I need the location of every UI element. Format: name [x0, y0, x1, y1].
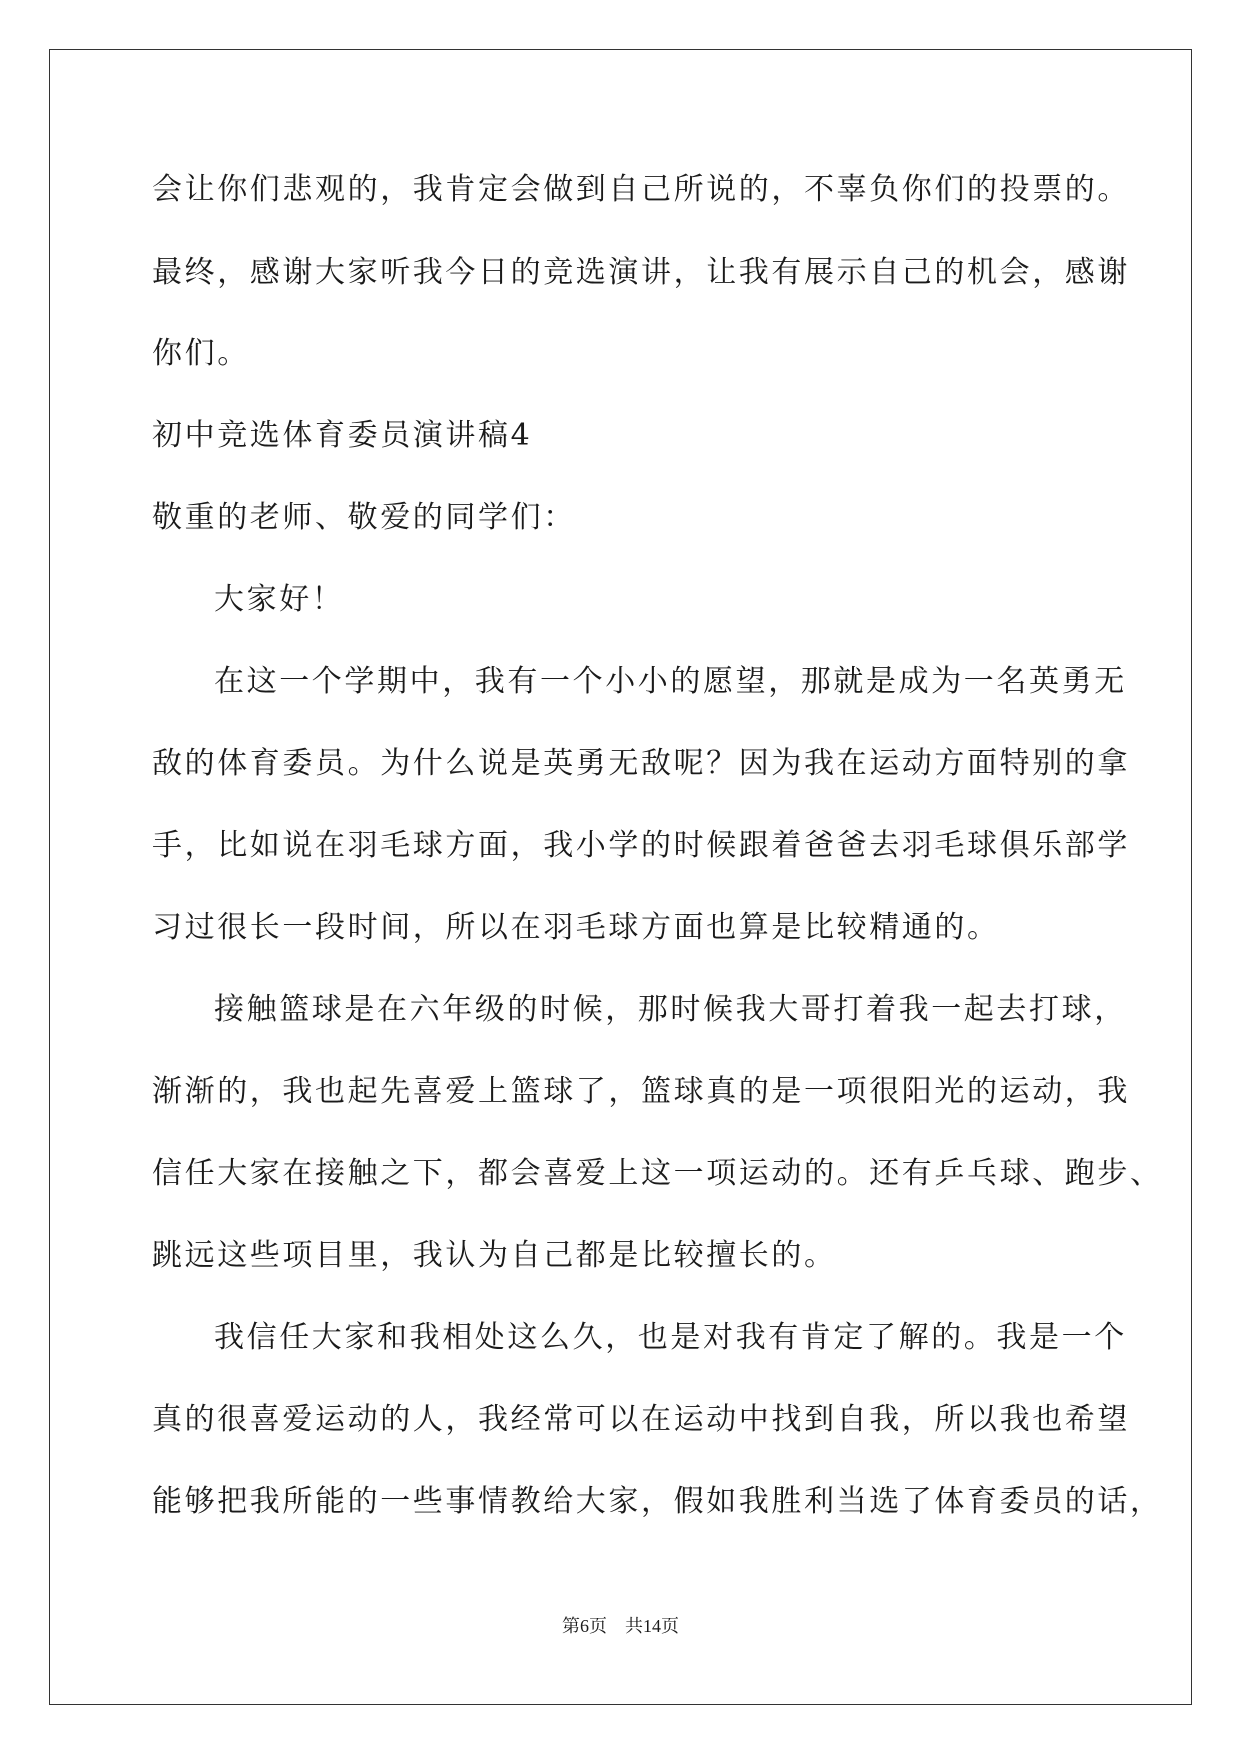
- page-footer: [0, 1614, 1241, 1638]
- paragraph-1-line-2: 敌的体育委员。为什么说是英勇无敌呢？因为我在运动方面特别的拿: [152, 746, 1130, 781]
- page-border: [49, 49, 1192, 1705]
- page-total: 共14页: [625, 1616, 679, 1636]
- paragraph-1-line-3: 手，比如说在羽毛球方面，我小学的时候跟着爸爸去羽毛球俱乐部学: [152, 828, 1130, 863]
- paragraph-2-line-1: 接触篮球是在六年级的时候，那时候我大哥打着我一起去打球，: [214, 992, 1127, 1027]
- paragraph-3-line-1: 我信任大家和我相处这么久，也是对我有肯定了解的。我是一个: [214, 1320, 1127, 1355]
- paragraph-1-line-4: 习过很长一段时间，所以在羽毛球方面也算是比较精通的。: [152, 910, 1000, 945]
- text-line-1: 会让你们悲观的，我肯定会做到自己所说的，不辜负你们的投票的。: [152, 172, 1130, 207]
- paragraph-1-line-1: 在这一个学期中，我有一个小小的愿望，那就是成为一名英勇无: [214, 664, 1127, 699]
- text-line-3: 你们。: [152, 336, 250, 371]
- paragraph-2-line-2: 渐渐的，我也起先喜爱上篮球了，篮球真的是一项很阳光的运动，我: [152, 1074, 1130, 1109]
- paragraph-2-line-4: 跳远这些项目里，我认为自己都是比较擅长的。: [152, 1238, 837, 1273]
- paragraph-3-line-3: 能够把我所能的一些事情教给大家，假如我胜利当选了体育委员的话，: [152, 1484, 1163, 1519]
- section-heading: 初中竞选体育委员演讲稿4: [152, 418, 533, 453]
- greeting: 大家好！: [214, 582, 345, 617]
- salutation: 敬重的老师、敬爱的同学们：: [152, 500, 576, 535]
- paragraph-2-line-3: 信任大家在接触之下，都会喜爱上这一项运动的。还有乒乓球、跑步、: [152, 1156, 1163, 1191]
- text-line-2: 最终，感谢大家听我今日的竞选演讲，让我有展示自己的机会，感谢: [152, 255, 1130, 290]
- page-number: 第6页: [562, 1616, 607, 1636]
- paragraph-3-line-2: 真的很喜爱运动的人，我经常可以在运动中找到自我，所以我也希望: [152, 1402, 1130, 1437]
